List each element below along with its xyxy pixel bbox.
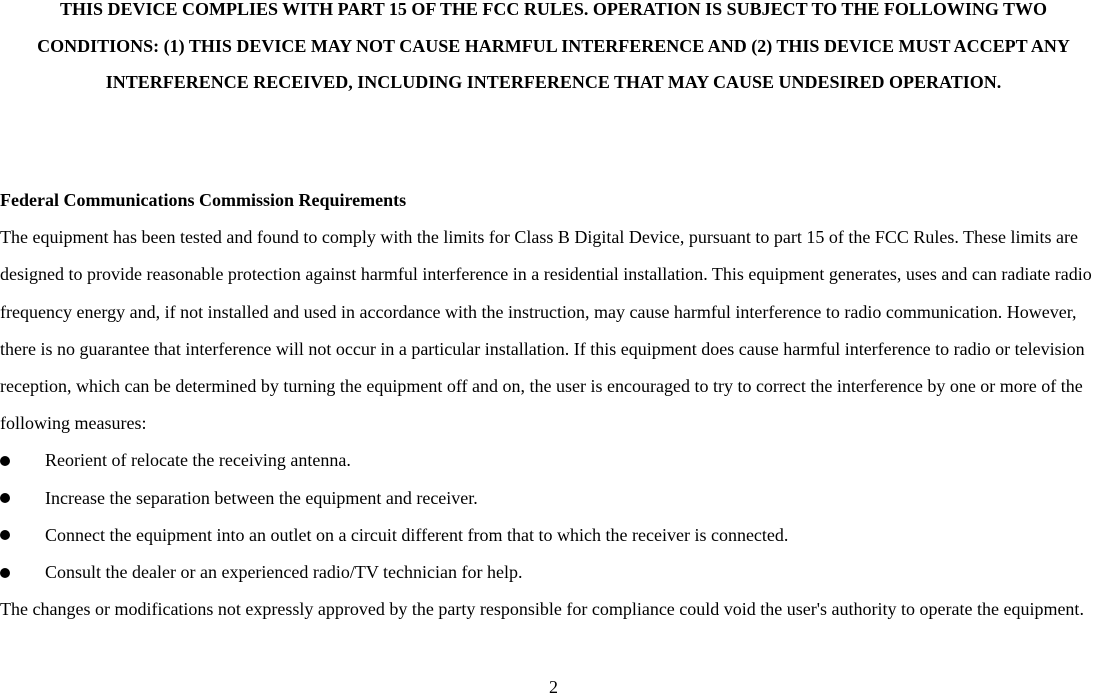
list-item: [0, 554, 1107, 591]
measure-text: Connect the equipment into an outlet on a circuit different from that to which the receiver is connected.: [45, 524, 789, 545]
bullet-icon: [0, 493, 10, 503]
list-item: [0, 442, 1107, 479]
list-item: [0, 517, 1107, 554]
fcc-compliance-notice: THIS DEVICE COMPLIES WITH PART 15 OF THE FCC RULES. OPERATION IS SUBJECT TO THE FOLLOWING TWO CONDITIONS: (1) THIS DEVICE MAY NOT CAUSE HARMFUL INTERFERENCE AND (2) THIS DEVICE MUST ACCEPT ANY INTERFERENCE RECEIVED, INCLUDING INTERFERENCE THAT MAY CAUSE UNDESIRED OPERATION.: [37, 0, 1070, 92]
list-item: [0, 480, 1107, 517]
bullet-icon: [0, 530, 10, 540]
closing-paragraph: The changes or modifications not expressly approved by the party responsible for compliance could void the user's authority to operate the equipment.: [0, 599, 1084, 620]
section-heading: Federal Communications Commission Requirements: [0, 190, 407, 210]
measures-list: [0, 442, 1107, 591]
measure-text: Consult the dealer or an experienced radio/TV technician for help.: [45, 562, 523, 583]
measure-text: Increase the separation between the equipment and receiver.: [45, 487, 478, 508]
bullet-icon: [0, 456, 10, 466]
measure-text: Reorient of relocate the receiving antenna.: [45, 450, 351, 471]
intro-paragraph: The equipment has been tested and found to comply with the limits for Class B Digital Device, pursuant to part 15 of the FCC Rules. These limits are designed to provide reasonable protection against harmful interference in a residential installation. This equipment generates, uses and can radiate radio frequency energy and, if not installed and used in accordance with the instruction, may cause harmful interference to radio communication. However, there is no guarantee that interference will not occur in a particular installation. If this equipment does cause harmful interference to radio or television reception, which can be determined by turning the equipment off and on, the user is encouraged to try to correct the interference by one or more of the following measures:: [0, 227, 1092, 434]
bullet-icon: [0, 568, 10, 578]
fcc-requirements-section: [0, 182, 1107, 628]
page-number: 2: [549, 677, 558, 697]
